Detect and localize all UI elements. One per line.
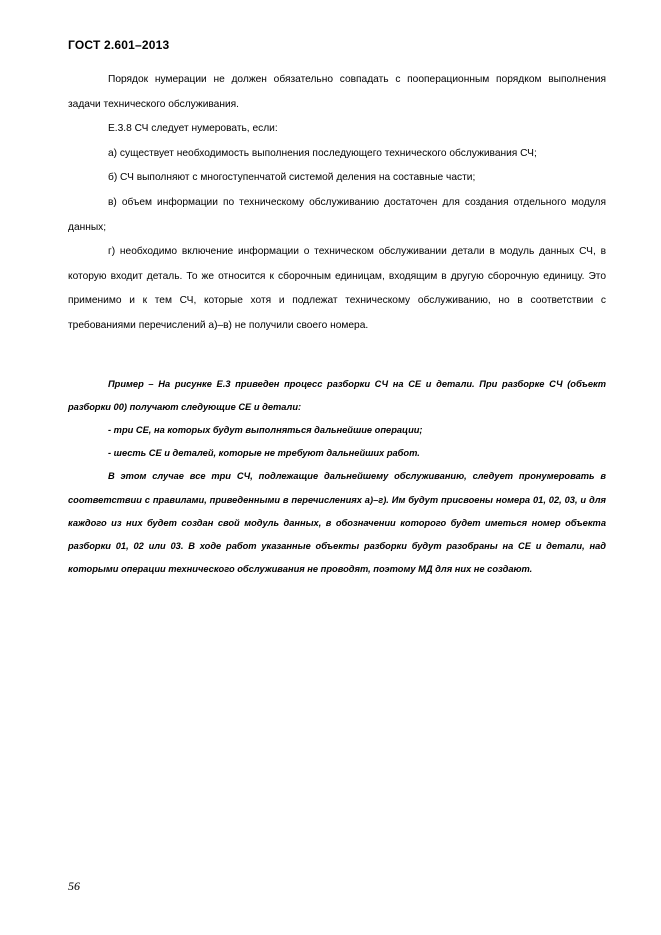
list-item-v: в) объем информации по техническому обслуживанию достаточен для создания отдельного модуля данных; bbox=[68, 196, 606, 233]
paragraph-numbering-order: Порядок нумерации не должен обязательно совпадать с пооперационным порядком выполнения задачи технического обслуживания. bbox=[68, 74, 606, 110]
page-number: 56 bbox=[68, 879, 80, 893]
document-body bbox=[68, 68, 606, 581]
example-conclusion: В этом случае все три СЧ, подлежащие дальнейшему обслуживанию, следует пронумеровать в соответствии с правилами, приведенными в перечислениях а)–г). Им будут присвоены номера 01, 02, 03, и для каждого из них будет создан свой модуль данных, в обозначении которого будет иметься номер объекта разборки 01, 02 или 03. В ходе работ указанные объекты разборки будут разобраны на СЕ и детали, над которыми операции технического обслуживания не проводят, поэтому МД для них не создают. bbox=[68, 471, 606, 575]
list-item-b: б) СЧ выполняют с многоступенчатой системой деления на составные части; bbox=[108, 172, 476, 184]
document-code-header: ГОСТ 2.601–2013 bbox=[68, 38, 170, 52]
example-block bbox=[68, 373, 606, 582]
example-intro: Пример – На рисунке Е.3 приведен процесс разборки СЧ на СЕ и детали. При разборке СЧ (объект разборки 00) получают следующие СЕ и детали: bbox=[68, 378, 606, 412]
clause-e-3-8: Е.3.8 СЧ следует нумеровать, если: bbox=[108, 123, 278, 135]
section-spacer bbox=[68, 339, 606, 373]
list-item-a: а) существует необходимость выполнения последующего технического обслуживания СЧ; bbox=[108, 147, 537, 159]
list-item-g: г) необходимо включение информации о техническом обслуживании детали в модуль данных СЧ, в которую входит деталь. То же относится к сборочным единицам, входящим в другую сборочную единицу. Это применимо и к тем СЧ, которые хотя и подлежат техническому обслуживанию, но в соответствии с требованиями перечислений а)–в) не получили своего номера. bbox=[68, 246, 606, 331]
example-bullet-three-se: - три СЕ, на которых будут выполняться дальнейшие операции; bbox=[108, 424, 423, 435]
example-bullet-six-se: - шесть СЕ и деталей, которые не требуют дальнейших работ. bbox=[108, 448, 420, 459]
